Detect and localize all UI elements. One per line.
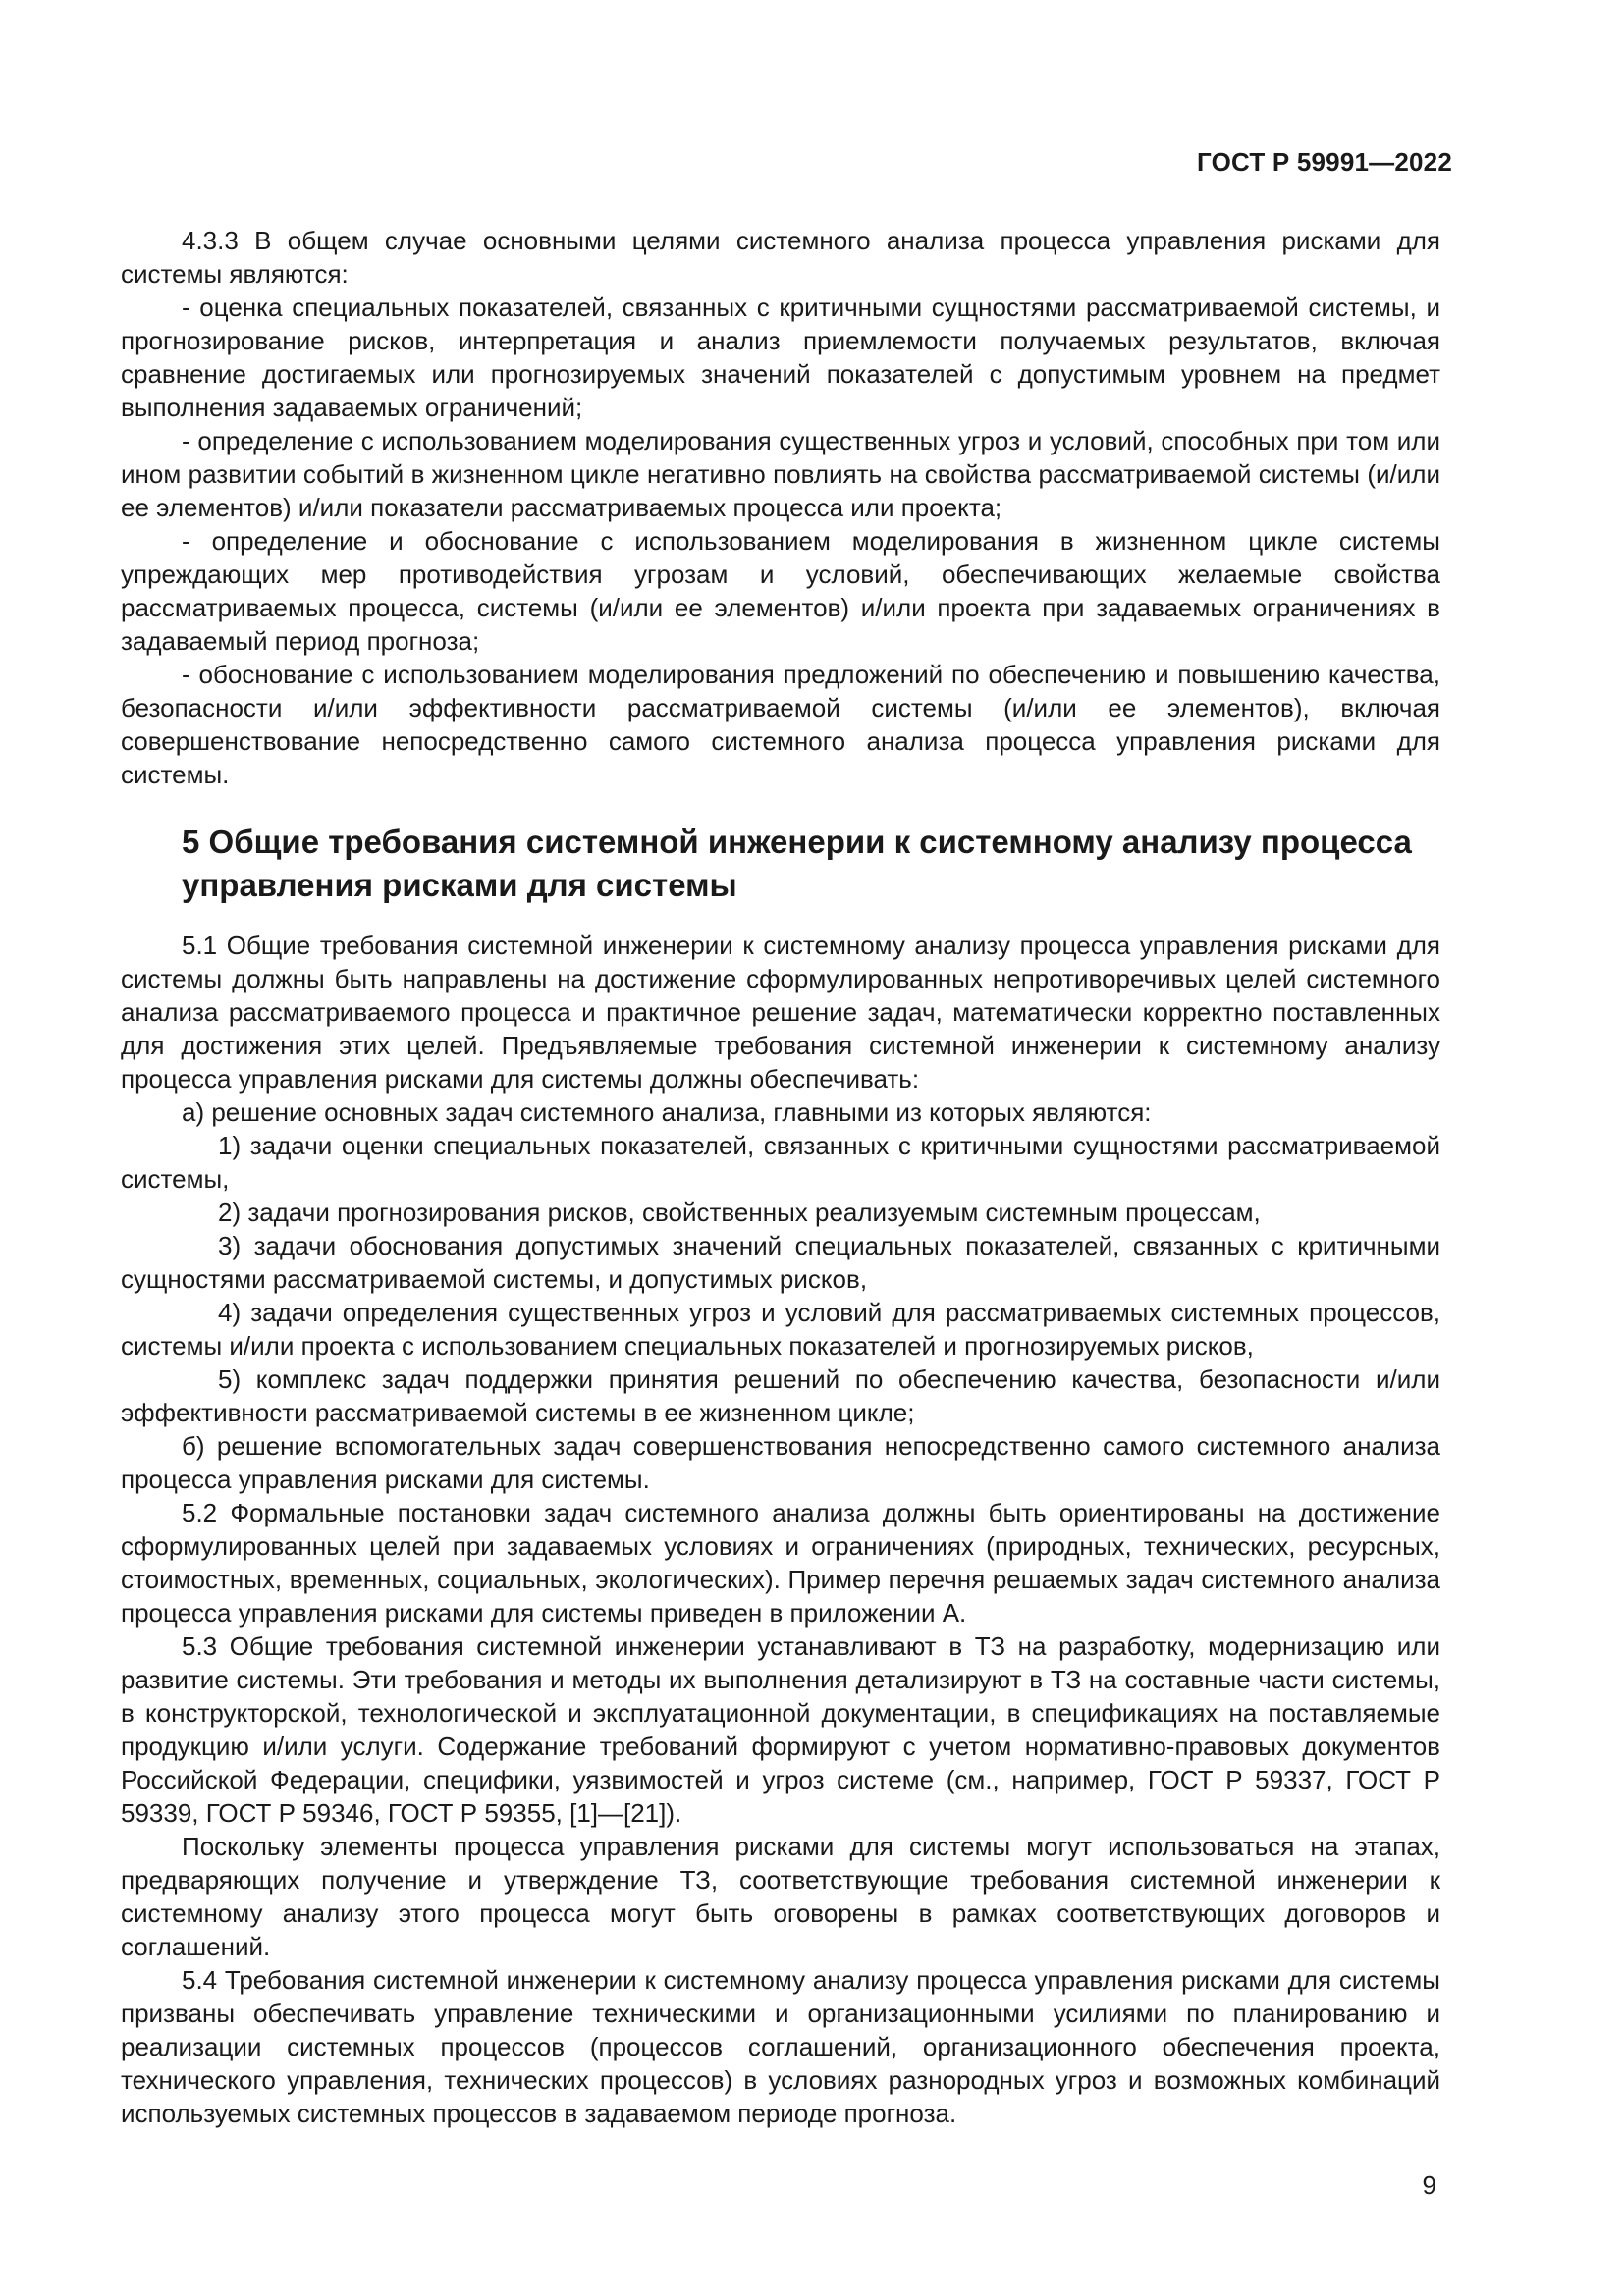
goal-item: - определение и обоснование с использованием моделирования в жизненном цикле системы упреждающих мер противодействия угрозам и условий, обеспечивающих желаемые свойства рассматриваемых процесса, системы (и/или ее элементов) и/или проекта при задаваемых ограничениях в задаваемый период прогноза; [121, 526, 1440, 656]
paragraph-5-4: 5.4 Требования системной инженерии к системному анализу процесса управления рисками для системы призваны обеспечивать управление техническими и организационными усилиями по планированию и реализации системных процессов (процессов соглашений, организационного обеспечения проекта, технического управления, технических процессов) в условиях разнородных угроз и возможных комбинаций используемых системных процессов в задаваемом периоде прогноза. [121, 1965, 1440, 2128]
sub-item: 3) задачи обоснования допустимых значений специальных показателей, связанных с критичными сущностями рассматриваемой системы, и допустимых рисков, [121, 1231, 1440, 1294]
goal-item: - обоснование с использованием моделирования предложений по обеспечению и повышению качества, безопасности и/или эффективности рассматриваемой системы (и/или ее элементов), включая совершенствование непосредственно самого системного анализа процесса управления рисками для системы. [121, 660, 1440, 789]
paragraph-5-3-continued: Поскольку элементы процесса управления рисками для системы могут использоваться на этапах, предваряющих получение и утверждение ТЗ, соответствующие требования системной инженерии к системному анализу этого процесса могут быть оговорены в рамках соответствующих договоров и соглашений. [121, 1832, 1440, 1961]
section-5-title: 5 Общие требования системной инженерии к системному анализу процесса управления рисками для системы [182, 824, 1412, 903]
page-body [121, 224, 1440, 2130]
list-item-b: б) решение вспомогательных задач совершенствования непосредственно самого системного анализа процесса управления рисками для системы. [121, 1431, 1440, 1494]
sub-item: 4) задачи определения существенных угроз и условий для рассматриваемых системных процессов, системы и/или проекта с использованием специальных показателей и прогнозируемых рисков, [121, 1298, 1440, 1361]
sub-item: 1) задачи оценки специальных показателей, связанных с критичными сущностями рассматриваемой системы, [121, 1131, 1440, 1194]
goal-item: - определение с использованием моделирования существенных угроз и условий, способных при том или ином развитии событий в жизненном цикле негативно повлиять на свойства рассматриваемой системы (и/или ее элементов) и/или показатели рассматриваемых процесса или проекта; [121, 426, 1440, 522]
list-item-a: а) решение основных задач системного анализа, главными из которых являются: [182, 1097, 1152, 1127]
document-header: ГОСТ Р 59991—2022 [1197, 147, 1452, 177]
paragraph-5-2: 5.2 Формальные постановки задач системного анализа должны быть ориентированы на достижение сформулированных целей при задаваемых условиях и ограничениях (природных, технических, ресурсных, стоимостных, временных, социальных, экологических). Пример перечня решаемых задач системного анализа процесса управления рисками для системы приведен в приложении А. [121, 1498, 1440, 1628]
paragraph-4-3-3: 4.3.3 В общем случае основными целями системного анализа процесса управления рисками для системы являются: [121, 226, 1440, 289]
sub-item: 2) задачи прогнозирования рисков, свойственных реализуемым системным процессам, [218, 1198, 1261, 1227]
sub-item: 5) комплекс задач поддержки принятия решений по обеспечению качества, безопасности и/или эффективности рассматриваемой системы в ее жизненном цикле; [121, 1364, 1440, 1427]
goal-item: - оценка специальных показателей, связанных с критичными сущностями рассматриваемой системы, и прогнозирование рисков, интерпретация и анализ приемлемости получаемых результатов, включая сравнение достигаемых или прогнозируемых значений показателей с допустимым уровнем на предмет выполнения задаваемых ограничений; [121, 293, 1440, 422]
paragraph-5-1: 5.1 Общие требования системной инженерии к системному анализу процесса управления рисками для системы должны быть направлены на достижение сформулированных непротиворечивых целей системного анализа рассматриваемого процесса и практичное решение задач, математически корректно поставленных для достижения этих целей. Предъявляемые требования системной инженерии к системному анализу процесса управления рисками для системы должны обеспечивать: [121, 931, 1440, 1094]
page-number: 9 [1422, 2170, 1436, 2200]
paragraph-5-3: 5.3 Общие требования системной инженерии устанавливают в ТЗ на разработку, модернизацию или развитие системы. Эти требования и методы их выполнения детализируют в ТЗ на составные части системы, в конструкторской, технологической и эксплуатационной документации, в спецификациях на поставляемые продукцию и/или услуги. Содержание требований формируют с учетом нормативно-правовых документов Российской Федерации, специфики, уязвимостей и угроз системе (см., например, ГОСТ Р 59337, ГОСТ Р 59339, ГОСТ Р 59346, ГОСТ Р 59355, [1]—[21]). [121, 1631, 1440, 1828]
